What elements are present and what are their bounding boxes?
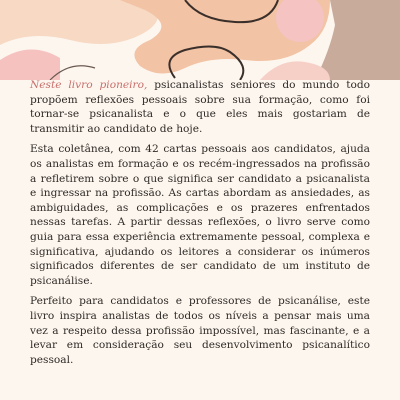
book-description <box>30 78 370 373</box>
paragraph-1 <box>30 78 370 136</box>
decorative-blob-artwork <box>0 0 400 80</box>
lead-phrase: Neste livro pioneiro, <box>30 79 148 91</box>
paragraph-3: Perfeito para candidatos e professores de psicanálise, este livro inspira analistas de todos os níveis a pensar mais uma vez a respeito dessa profissão impossível, mas fascinante, e a levar em consideração seu desenvolvimento psicanalítico pessoal. <box>30 295 370 366</box>
pink-semicircle-shape <box>0 49 60 80</box>
paragraph-2: Esta coletânea, com 42 cartas pessoais aos candidatos, ajuda os analistas em formação e os recém-ingressados na profissão a refletirem sobre o que significa ser candidato a psicanalista e ingressar na profissão. As cartas abordam as ansiedades, as ambiguidades, as complicações e os prazeres enfrentados nessas tarefas. A partir dessas reflexões, o livro serve como guia para essa experiência extremamente pessoal, complexa e significativa, ajudando os leitores a considerar os inúmeros significados diferentes de ser candidato de um instituto de psicanálise. <box>30 143 370 287</box>
peach-blob-left <box>0 0 158 45</box>
paragraph-1-body: psicanalistas seniores do mundo todo propõem reflexões pessoais sobre sua formação, como foi tornar-se psicanalista e o que eles mais gostariam de transmitir ao candidato de hoje. <box>30 79 370 135</box>
